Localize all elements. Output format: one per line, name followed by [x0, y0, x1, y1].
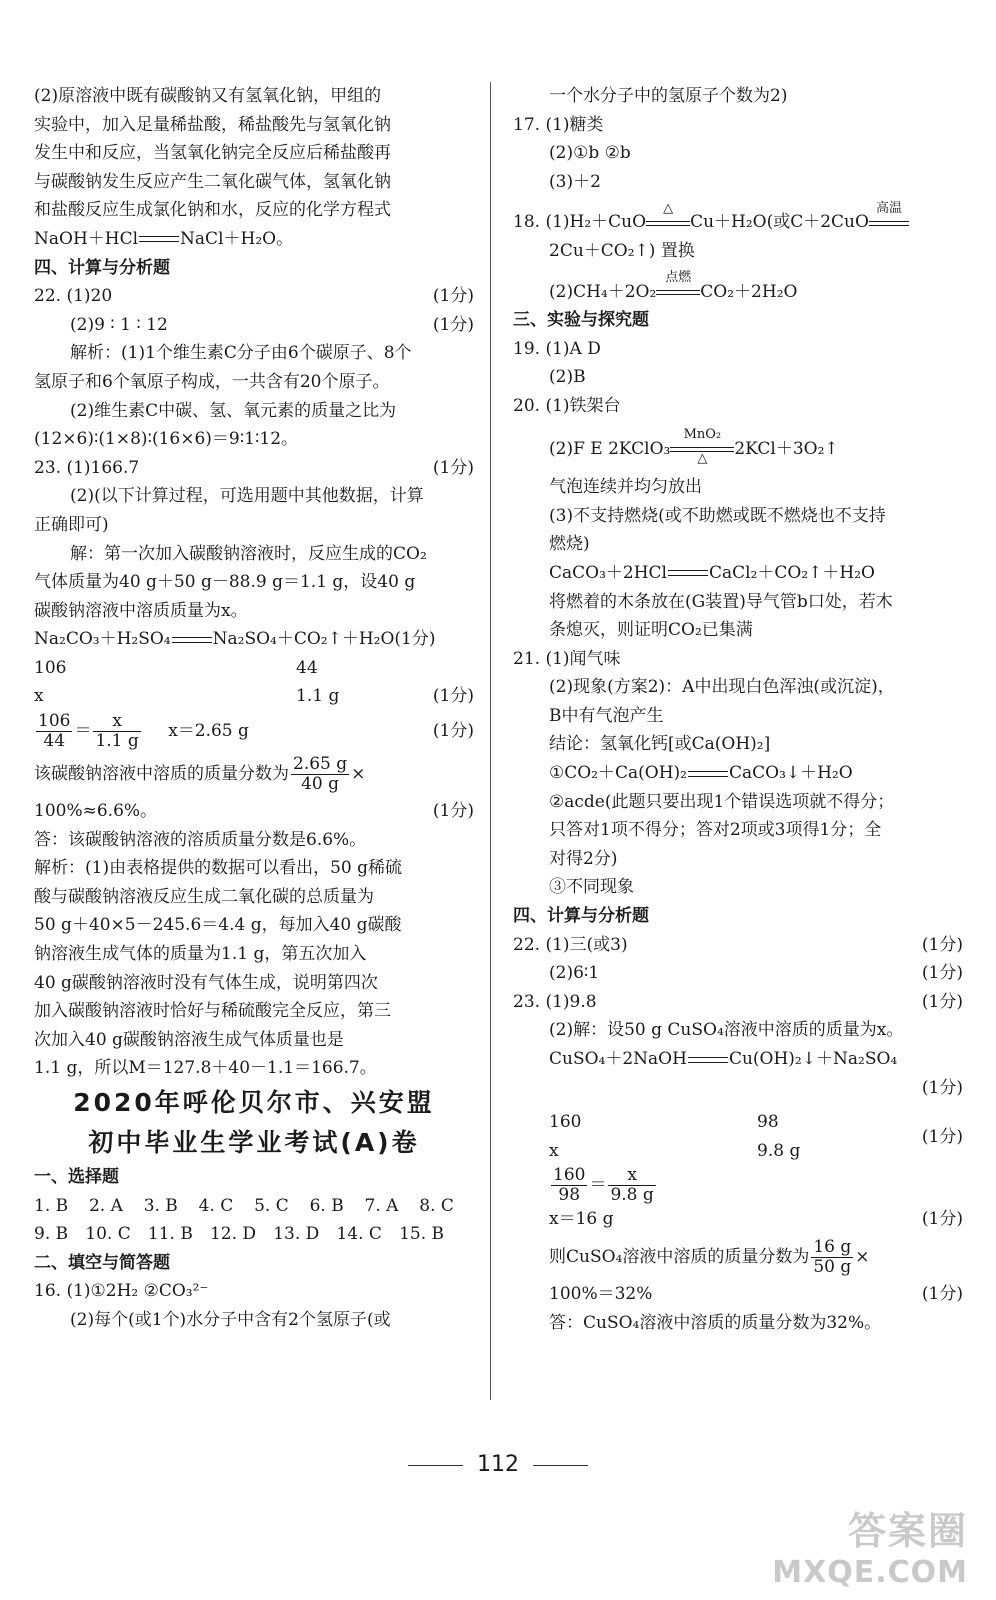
unknown-line: x 9.8 g (1分)	[549, 1126, 963, 1161]
text-line: B中有气泡产生	[549, 705, 664, 726]
reaction-arrow-icon: MnO₂ △	[670, 442, 734, 456]
proportion: $\frac{160}{98}$ ＝ $\frac{x}{9.8 g}$	[553, 1165, 654, 1206]
explanation-line: 氢原子和6个氧原子构成，一共含有20个原子。	[34, 371, 390, 392]
text-line: (2)解：设50 g CuSO₄溶液中溶质的质量为x。	[549, 1020, 904, 1041]
text-line: (2)原溶液中既有碳酸钠又有氢氧化钠，甲组的	[34, 86, 382, 106]
explanation-line: 50 g＋40×5－245.6＝4.4 g，每加入40 g碳酸	[34, 915, 402, 936]
choice-answers-row: 1. B 2. A 3. B 4. C 5. C 6. B 7. A 8. C	[34, 1195, 454, 1216]
answer-line: (2)6∶1 (1分)	[549, 963, 963, 984]
equation: 18. (1)H₂＋CuO △ Cu＋H₂O(或C＋2CuO 高温	[513, 208, 963, 237]
proportion: $\frac{106}{44}$ ＝ $\frac{x}{1.1 g}$ x＝2.65 g (1分)	[38, 711, 474, 752]
text-line: 将燃着的木条放在(G装置)导气管b口处，若木	[549, 591, 893, 612]
answer-line: 100%≈6.6%。 (1分)	[34, 801, 474, 822]
equals-sign-icon	[139, 236, 179, 242]
text-line: 正确即可)	[34, 514, 109, 535]
explanation-line: 解析：(1)由表格提供的数据可以看出，50 g稀硫	[34, 858, 402, 879]
watermark: 答案圈 MXQE.COM	[772, 1509, 968, 1590]
text-line: 解：第一次加入碳酸钠溶液时，反应生成的CO₂	[70, 543, 427, 564]
equation: CaCO₃＋2HCl CaCl₂＋CO₂↑＋H₂O	[549, 562, 875, 583]
equation-cont: 2Cu＋CO₂↑) 置换	[549, 240, 695, 261]
text-line: 与碳酸钠发生反应产生二氧化碳气体，氢氧化钠	[34, 171, 391, 192]
equation: NaOH＋HCl NaCl＋H₂O。	[34, 228, 294, 249]
score-line: (1分)	[921, 1077, 963, 1098]
text-line: 条熄灭，则证明CO₂已集满	[549, 620, 753, 641]
explanation-line: 加入碳酸钠溶液时恰好与稀硫酸完全反应，第三	[34, 1001, 391, 1022]
text-line: 对得2分)	[549, 848, 618, 869]
explanation-line: 钠溶液生成气体的质量为1.1 g，第五次加入	[34, 944, 367, 965]
equation: (2)CH₄＋2O₂ 点燃 CO₂＋2H₂O	[549, 270, 798, 302]
answer-line: 16. (1)①2H₂ ②CO₃²⁻	[34, 1281, 209, 1302]
text-line: ③不同现象	[549, 877, 634, 898]
column-divider	[490, 82, 491, 1400]
page-number: 112	[0, 1452, 996, 1477]
text-line: 实验中，加入足量稀盐酸，稀盐酸先与氢氧化钠	[34, 114, 391, 135]
answer-line: 23. (1)166.7 (1分)	[34, 457, 474, 478]
text-line: 燃烧)	[549, 534, 590, 555]
equals-sign-icon	[688, 1057, 728, 1063]
reaction-arrow-icon: 高温	[869, 216, 909, 230]
equation: Na₂CO₃＋H₂SO₄ Na₂SO₄＋CO₂↑＋H₂O(1分)	[34, 629, 436, 650]
unknown-line: x 1.1 g (1分)	[34, 686, 474, 707]
reaction-arrow-icon: 点燃	[656, 285, 700, 299]
answer-line: 17. (1)糖类	[513, 114, 604, 135]
text-line: 只答对1项不得分；答对2项或3项得1分；全	[549, 820, 882, 841]
answer-line: 21. (1)闻气味	[513, 648, 621, 669]
text-line: (2)(以下计算过程，可选用题中其他数据，计算	[70, 486, 424, 507]
text-line: 和盐酸反应生成氯化钠和水，反应的化学方程式	[34, 200, 391, 221]
molar-mass-line: 106 44	[34, 657, 318, 678]
text-line: 气泡连续并均匀放出	[549, 477, 702, 498]
answer-line: 22. (1)20 (1分)	[34, 286, 474, 307]
answer-line: 23. (1)9.8 (1分)	[513, 991, 963, 1012]
right-column	[513, 82, 963, 1337]
exam-title-line2: 初中毕业生学业考试(A)卷	[88, 1128, 420, 1157]
answer-line: (2)B	[549, 367, 586, 388]
answer-line: 100%＝32% (1分)	[549, 1283, 963, 1304]
exam-title-line1: 2020年呼伦贝尔市、兴安盟	[73, 1088, 435, 1117]
explanation-line: 酸与碳酸钠溶液反应生成二氧化碳的总质量为	[34, 886, 374, 907]
text-line: (2)现象(方案2)：A中出现白色浑浊(或沉淀)，	[549, 677, 895, 698]
answer-line: 20. (1)铁架台	[513, 395, 621, 416]
percentage-line: 则CuSO₄溶液中溶质的质量分数为 $\frac{16 g}{50 g}$ ×	[549, 1236, 870, 1277]
equals-sign-icon	[668, 570, 708, 576]
equation: ①CO₂＋Ca(OH)₂ CaCO₃↓＋H₂O	[549, 763, 853, 784]
section-heading: 三、实验与探究题	[513, 310, 649, 331]
answer-text: 答：该碳酸钠溶液的溶质质量分数是6.6%。	[34, 829, 367, 850]
answer-text: 答：CuSO₄溶液中溶质的质量分数为32%。	[549, 1312, 882, 1333]
explanation-line: 1.1 g，所以M＝127.8＋40－1.1＝166.7。	[34, 1058, 377, 1079]
explanation-line: 解析：(1)1个维生素C分子由6个碳原子、8个	[70, 343, 412, 364]
percentage-line: 该碳酸钠溶液中溶质的质量分数为 $\frac{2.65 g}{40 g}$ ×	[34, 754, 366, 795]
text-line: 结论：氢氧化钙[或Ca(OH)₂]	[549, 734, 771, 755]
text-line: 发生中和反应，当氢氧化钠完全反应后稀盐酸再	[34, 143, 391, 164]
text-line: (3)不支持燃烧(或不助燃或既不燃烧也不支持	[549, 505, 886, 526]
section-heading: 二、填空与简答题	[34, 1252, 170, 1273]
equation: CuSO₄＋2NaOH Cu(OH)₂↓＋Na₂SO₄	[549, 1049, 898, 1069]
molar-mass-line: 160 98	[549, 1112, 779, 1133]
answer-line: (2)9 ∶ 1 ∶ 12 (1分)	[70, 314, 474, 335]
answer-line: 22. (1)三(或3) (1分)	[513, 934, 963, 955]
reaction-arrow-icon: △	[646, 216, 690, 230]
text-line: ②acde(此题只要出现1个错误选项就不得分；	[549, 791, 895, 812]
left-column	[34, 82, 474, 1335]
explanation-line: 次加入40 g碳酸钠溶液生成气体质量也是	[34, 1029, 344, 1050]
section-heading: 四、计算与分析题	[513, 906, 649, 927]
choice-answers-row: 9. B 10. C 11. B 12. D 13. D 14. C 15. B	[34, 1224, 444, 1245]
explanation-line: (12×6)∶(1×8)∶(16×6)＝9∶1∶12。	[34, 429, 299, 450]
answer-line: 19. (1)A D	[513, 338, 601, 359]
text-line: 气体质量为40 g＋50 g－88.9 g＝1.1 g，设40 g	[34, 572, 416, 593]
equals-sign-icon	[688, 771, 728, 777]
section-heading: 一、选择题	[34, 1167, 119, 1187]
answer-line: (2)①b ②b	[549, 143, 631, 164]
answer-line: (3)＋2	[549, 171, 601, 192]
text-line: 一个水分子中的氢原子个数为2)	[549, 86, 788, 106]
equation: (2)F E 2KClO₃ MnO₂ △ 2KCl＋3O₂↑	[549, 427, 839, 467]
section-heading: 四、计算与分析题	[34, 257, 170, 278]
explanation-line: (2)维生素C中碳、氢、氧元素的质量之比为	[70, 400, 397, 421]
text-line: 碳酸钠溶液中溶质质量为x。	[34, 600, 248, 621]
answer-line: (2)每个(或1个)水分子中含有2个氢原子(或	[70, 1309, 391, 1330]
explanation-line: 40 g碳酸钠溶液时没有气体生成，说明第四次	[34, 972, 378, 993]
answer-line: x＝16 g (1分)	[549, 1209, 963, 1230]
equals-sign-icon	[172, 637, 212, 643]
